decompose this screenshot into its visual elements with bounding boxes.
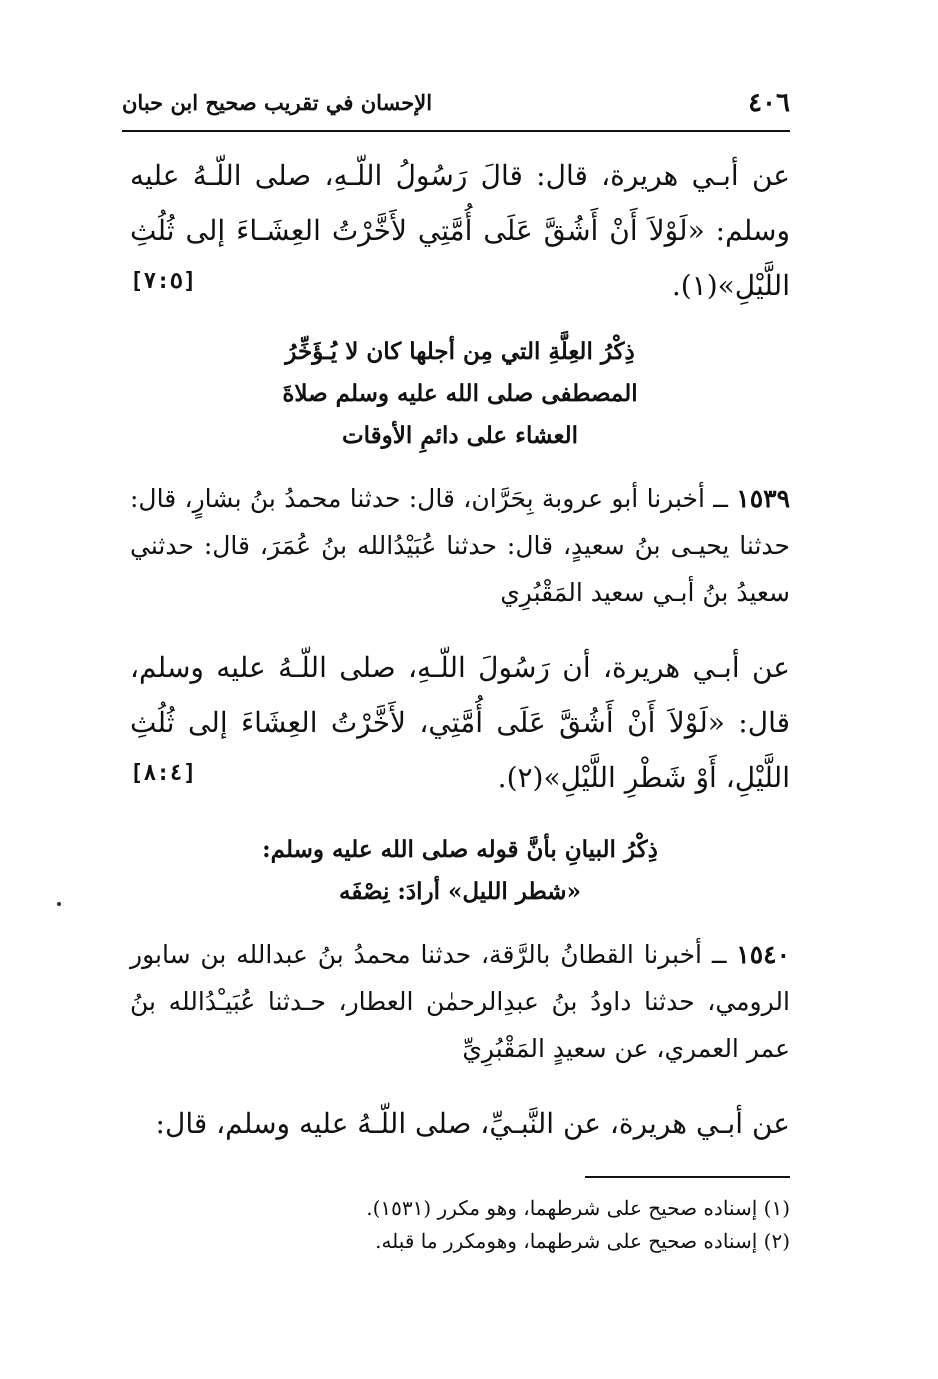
hadith-number: ١٥٤٠	[736, 940, 790, 969]
footnote-marker: (١)	[763, 1196, 790, 1220]
matn-text: عن أبـي هريرة، عن النَّبـيِّ، صلى اللّـهُ عليه وسلم، قال:	[155, 1107, 790, 1140]
running-title: الإحسان في تقريب صحيح ابن حبان	[122, 90, 433, 115]
matn-text: عن أبـي هريرة، قال: قالَ رَسُولُ اللّـهِ، صلى اللّـهُ عليه وسلم: «لَوْلاَ أَنْ أَشُقَّ عَلَى أُمَّتِي لأَخَّرْتُ العِشَـاءَ إلى ثُلُثِ اللَّيْلِ»(١).	[130, 159, 791, 302]
volume-page-reference: [٧:٥]	[130, 269, 197, 294]
hadith-isnad-paragraph	[130, 475, 790, 616]
section-heading	[130, 331, 790, 457]
hadith-isnad-paragraph	[130, 931, 790, 1072]
footnote-marker: (٢)	[763, 1229, 790, 1253]
hadith-number: ١٥٣٩	[736, 484, 790, 513]
scan-speck	[57, 902, 61, 906]
matn-text: عن أبـي هريرة، أن رَسُولَ اللّـهِ، صلى اللّـهُ عليه وسلم، قال: «لَوْلاَ أَنْ أَشُقَّ عَلَى أُمَّتِي، لأَخَّرْتُ العِشَاءَ إلى ثُلُثِ اللَّيْلِ، أَوْ شَطْرِ اللَّيْلِ»(٢).	[130, 651, 790, 794]
heading-line: ذِكْرُ العِلَّةِ التي مِن أجلها كان لا يُـؤَخِّرُ	[285, 338, 635, 365]
footnote-text: إسناده صحيح على شرطهما، وهومكرر ما قبله.	[375, 1229, 758, 1253]
heading-line: العشاء على دائمِ الأوقات	[342, 422, 578, 449]
footnote	[300, 1192, 790, 1225]
main-text	[130, 148, 790, 1151]
page-number: ٤٠٦	[748, 88, 790, 118]
heading-line: المصطفى صلى الله عليه وسلم صلاةَ	[282, 380, 638, 407]
hadith-matn-paragraph	[130, 1096, 790, 1151]
footnote-text: إسناده صحيح على شرطهما، وهو مكرر (١٥٣١).	[366, 1196, 758, 1220]
heading-line: «شطر الليل» أرادَ: نِصْفَه	[339, 878, 581, 905]
hadith-matn-paragraph	[130, 148, 790, 313]
footnote	[300, 1225, 790, 1258]
hadith-matn-paragraph	[130, 640, 790, 805]
footnotes	[300, 1176, 790, 1258]
volume-page-reference: [٨:٤]	[130, 761, 197, 786]
section-heading	[130, 829, 790, 913]
heading-line: ذِكْرُ البيانِ بأنَّ قوله صلى الله عليه وسلم:	[262, 836, 658, 863]
isnad-text: ــ أخبرنا أبو عروبة بِحَرَّان، قال: حدثنا محمدُ بنُ بشارٍ، قال: حدثنا يحيـى بنُ سعيدٍ، قال: حدثنا عُبَيْدُالله بنُ عُمَرَ، قال: حدثني سعيدُ بنُ أبـي سعيد المَقْبُرِي	[130, 484, 790, 607]
page-header	[122, 80, 790, 132]
footnote-rule	[585, 1176, 790, 1178]
isnad-text: ــ أخبرنا القطانُ بالرَّقة، حدثنا محمدُ بنُ عبدالله بن سابور الرومي، حدثنا داودُ بنُ عبدِالرحمٰن العطار، حـدثنا عُبَيـْدُالله بنُ عمر العمري، عن سعيدٍ المَقْبُرِيِّ	[130, 940, 790, 1063]
